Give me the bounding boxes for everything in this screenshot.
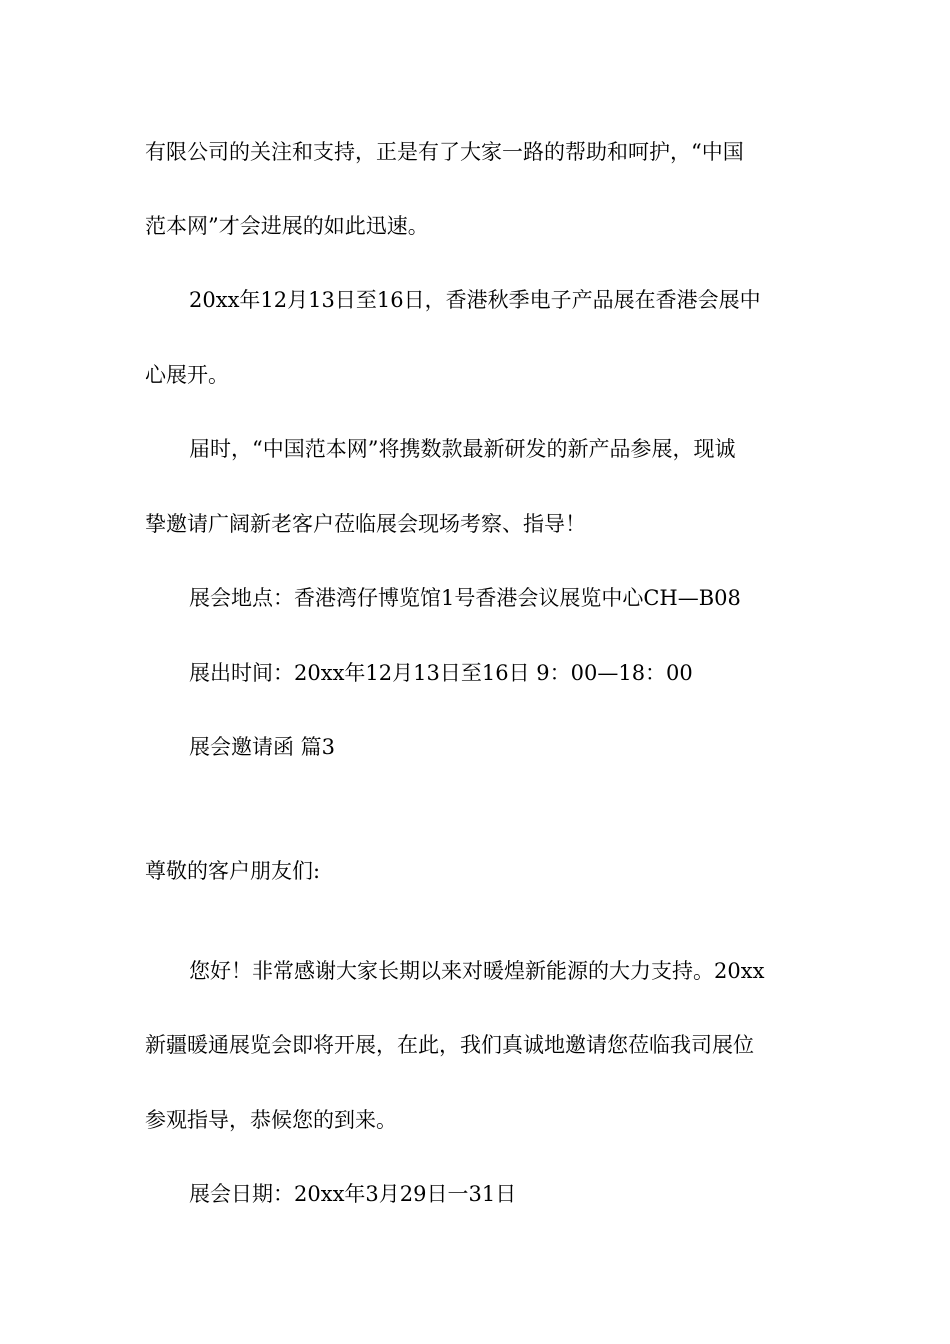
paragraph-line: 您好！非常感谢大家长期以来对暖煌新能源的大力支持。20xx — [189, 959, 765, 983]
venue-line: 展会地点：香港湾仔博览馆1号香港会议展览中心CH—B08 — [189, 586, 741, 610]
paragraph-line: 参观指导，恭候您的到来。 — [145, 1108, 397, 1132]
section-heading: 展会邀请函 篇3 — [189, 735, 336, 759]
date-line: 展会日期：20xx年3月29日一31日 — [189, 1182, 517, 1206]
salutation: 尊敬的客户朋友们: — [145, 859, 321, 883]
paragraph-line: 20xx年12月13日至16日，香港秋季电子产品展在香港会展中 — [189, 288, 761, 312]
paragraph-line: 有限公司的关注和支持，正是有了大家一路的帮助和呵护，“中国 — [145, 140, 744, 164]
paragraph-line: 挚邀请广阔新老客户莅临展会现场考察、指导！ — [145, 512, 586, 536]
paragraph-line: 新疆暖通展览会即将开展，在此，我们真诚地邀请您莅临我司展位 — [145, 1033, 754, 1057]
time-line: 展出时间：20xx年12月13日至16日 9：00—18：00 — [189, 661, 693, 685]
paragraph-line: 心展开。 — [145, 363, 229, 387]
paragraph-line: 届时，“中国范本网”将携数款最新研发的新产品参展，现诚 — [189, 437, 736, 461]
paragraph-line: 范本网”才会进展的如此迅速。 — [145, 214, 429, 238]
